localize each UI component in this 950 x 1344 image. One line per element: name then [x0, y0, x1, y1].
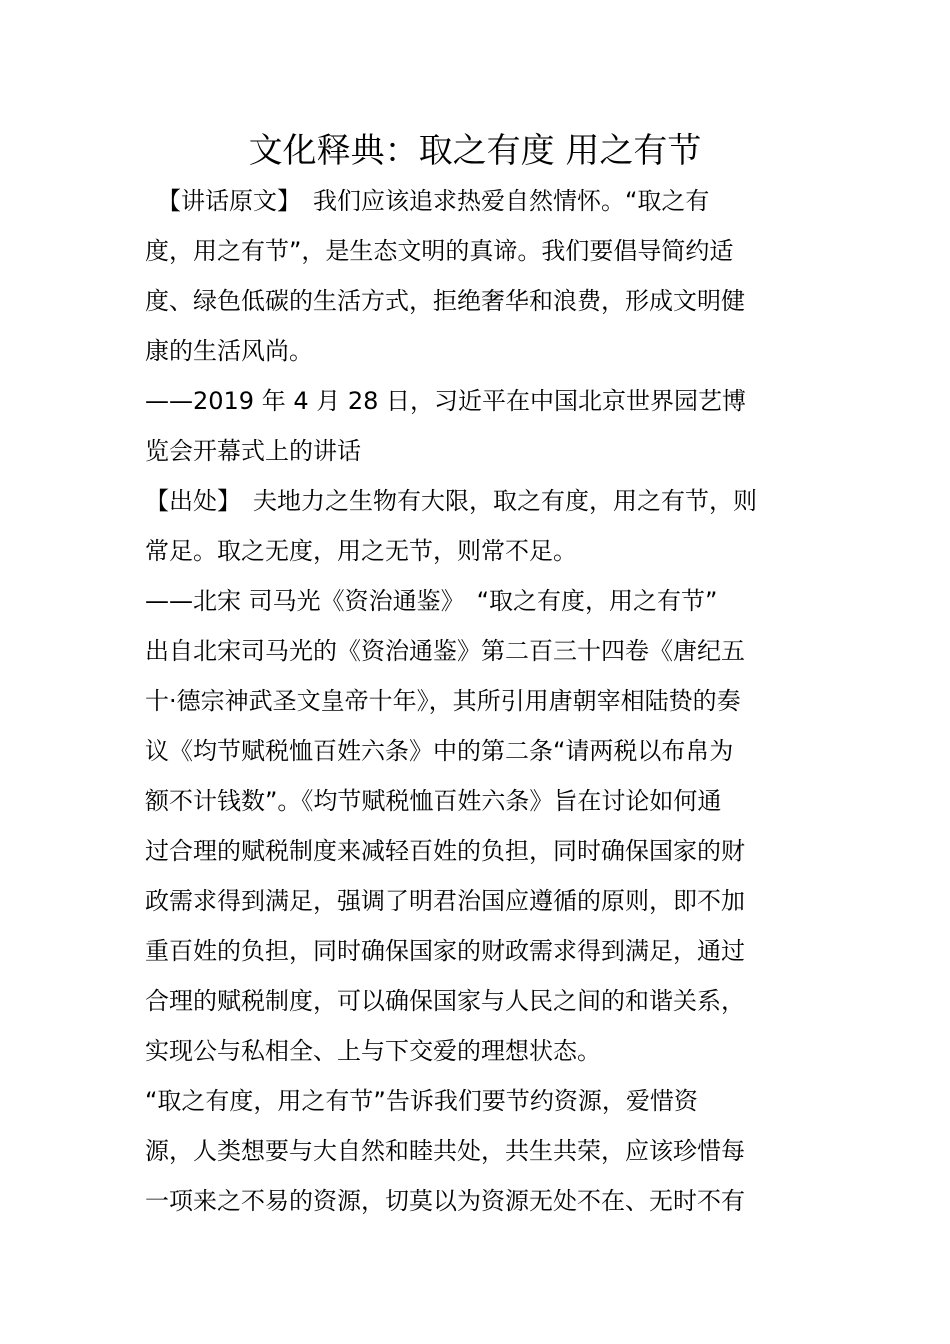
paragraph-line: 额不计钱数”。《均节赋税恤百姓六条》旨在讨论如何通: [145, 787, 722, 815]
paragraph-line: 合理的赋税制度，可以确保国家与人民之间的和谐关系，: [145, 987, 745, 1015]
paragraph-line: 源，人类想要与大自然和睦共处，共生共荣，应该珍惜每: [145, 1137, 745, 1165]
paragraph-line: 出自北宋司马光的《资治通鉴》第二百三十四卷《唐纪五: [145, 637, 745, 665]
paragraph-line: ——2019 年 4 月 28 日，习近平在中国北京世界园艺博: [145, 387, 747, 415]
paragraph-line: 度，用之有节”，是生态文明的真谛。我们要倡导简约适: [145, 237, 734, 265]
paragraph-line: 康的生活风尚。: [145, 337, 313, 365]
paragraph-line: 过合理的赋税制度来减轻百姓的负担，同时确保国家的财: [145, 837, 745, 865]
paragraph-line: 览会开幕式上的讲话: [145, 437, 361, 465]
paragraph-line: “取之有度，用之有节”告诉我们要节约资源，爱惜资: [145, 1087, 698, 1115]
paragraph-line: ——北宋 司马光《资治通鉴》 “取之有度，用之有节”: [145, 587, 718, 615]
paragraph-line: 一项来之不易的资源，切莫以为资源无处不在、无时不有: [145, 1187, 745, 1215]
paragraph-line: 实现公与私相全、上与下交爱的理想状态。: [145, 1037, 601, 1065]
paragraph-line: 重百姓的负担，同时确保国家的财政需求得到满足，通过: [145, 937, 745, 965]
document-title: 文化释典：取之有度 用之有节: [248, 131, 702, 171]
paragraph-line: 【出处】 夫地力之生物有大限，取之有度，用之有节，则: [145, 487, 757, 515]
paragraph-line: 议《均节赋税恤百姓六条》中的第二条“请两税以布帛为: [145, 737, 734, 765]
paragraph-line: 十·德宗神武圣文皇帝十年》，其所引用唐朝宰相陆贽的奏: [145, 687, 741, 715]
paragraph-line: 政需求得到满足，强调了明君治国应遵循的原则，即不加: [145, 887, 745, 915]
paragraph-line: 常足。取之无度，用之无节，则常不足。: [145, 537, 577, 565]
paragraph-line: 【讲话原文】 我们应该追求热爱自然情怀。“取之有: [145, 187, 710, 215]
paragraph-line: 度、绿色低碳的生活方式，拒绝奢华和浪费，形成文明健: [145, 287, 745, 315]
